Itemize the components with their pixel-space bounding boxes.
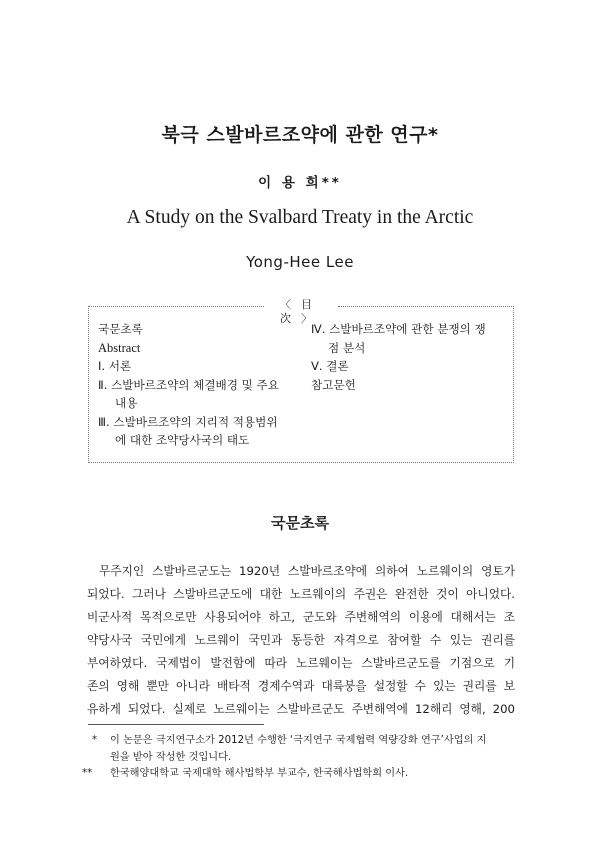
toc-top-border-right bbox=[338, 306, 514, 307]
toc-item-text: Ⅳ. 스발바르조약에 관한 분쟁의 쟁 bbox=[311, 322, 486, 336]
footnote bbox=[88, 733, 518, 766]
toc-item-text: 참고문헌 bbox=[311, 377, 356, 392]
toc-item bbox=[98, 339, 303, 358]
toc-left-column bbox=[98, 320, 303, 450]
table-of-contents bbox=[88, 298, 514, 463]
toc-item bbox=[98, 320, 303, 339]
toc-top-border-left bbox=[88, 306, 264, 307]
body-line: 존의 영해 뿐만 아니라 배타적 경제수역과 대륙붕을 설정할 수 있는 권리를 보 bbox=[87, 679, 515, 693]
footnote-separator bbox=[88, 724, 264, 725]
paper-title-english: A Study on the Svalbard Treaty in the Arctic bbox=[126, 207, 474, 228]
body-line: 비군사적 목적으로만 사용되어야 하고, 군도와 주변해역의 이용에 대해서는 조 bbox=[87, 610, 515, 624]
toc-item bbox=[311, 320, 509, 357]
footnote-mark: ** bbox=[82, 768, 93, 779]
toc-item-text: Abstract bbox=[98, 340, 141, 355]
footnote bbox=[82, 766, 518, 783]
footnote-text: 한국해양대학교 국제대학 해사법학부 부교수, 한국해사법학회 이사. bbox=[110, 768, 409, 779]
body-line: 되었다. 그러나 스발바르군도에 대한 노르웨이의 주권은 완전한 것이 아니었다. bbox=[87, 587, 515, 601]
author-name-english: Yong-Hee Lee bbox=[246, 253, 354, 271]
toc-right-column bbox=[311, 320, 509, 394]
footnotes bbox=[82, 733, 518, 783]
footnote-mark: * bbox=[92, 735, 98, 746]
toc-item-text: Ⅴ. 결론 bbox=[311, 359, 349, 373]
body-line: 약당사국 국민에게 노르웨이 국민과 동등한 자격으로 참여할 수 있는 권리를 bbox=[87, 633, 515, 647]
body-line: 유하게 되었다. 실제로 노르웨이는 스발바르군도 주변해역에 12해리 영해, 200 bbox=[87, 702, 515, 716]
footnote-text-continued: 원을 받아 작성한 것입니다. bbox=[110, 751, 232, 763]
toc-item-text: Ⅰ. 서론 bbox=[98, 359, 132, 373]
toc-item bbox=[98, 357, 303, 376]
body-line: 무주지인 스발바르군도는 1920년 스발바르조약에 의하여 노르웨이의 영토가 bbox=[99, 564, 515, 578]
toc-item-continuation: 에 대한 조약당사국의 태도 bbox=[115, 433, 250, 447]
toc-item-continuation: 점 분석 bbox=[328, 340, 366, 355]
toc-item bbox=[98, 376, 303, 413]
toc-item-text: Ⅱ. 스발바르조약의 체결배경 및 주요 bbox=[98, 377, 279, 392]
toc-item-continuation: 내용 bbox=[115, 396, 138, 410]
toc-item-text: 국문초록 bbox=[98, 322, 143, 336]
toc-item bbox=[98, 413, 303, 450]
abstract-body bbox=[87, 560, 515, 721]
author-name-korean: 이 용 희** bbox=[258, 175, 342, 191]
toc-item bbox=[311, 376, 509, 395]
section-title-abstract: 국문초록 bbox=[271, 514, 329, 532]
toc-heading: 〈目 次〉 bbox=[280, 298, 364, 325]
body-line: 부여하였다. 국제법이 발전함에 따라 노르웨이는 스발바르군도를 기점으로 기 bbox=[87, 656, 515, 670]
footnote-text: 이 논문은 극지연구소가 2012년 수행한 ‘극지연구 국제협력 역량강화 연구’사업의 지 bbox=[110, 735, 487, 746]
paper-title-korean: 북극 스발바르조약에 관한 연구* bbox=[161, 124, 439, 146]
toc-item bbox=[311, 357, 509, 376]
toc-item-text: Ⅲ. 스발바르조약의 지리적 적용범위 bbox=[98, 414, 278, 429]
